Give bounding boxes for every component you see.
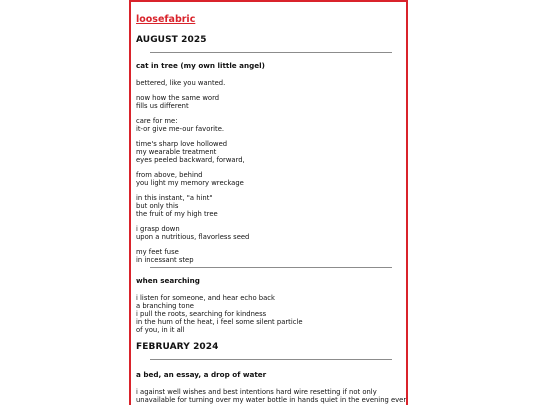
stanza (136, 225, 406, 241)
poem-line: it-or give me-our favorite. (136, 125, 225, 133)
stanza (136, 248, 406, 264)
site-title-link[interactable]: loosefabric (136, 14, 196, 25)
stanza (136, 388, 406, 404)
poem-line: my feet fuse (136, 248, 179, 256)
stanza (136, 171, 406, 187)
stanza (136, 117, 406, 133)
stanza (136, 94, 406, 110)
poem-line: you light my memory wreckage (136, 179, 244, 187)
stanza (136, 79, 406, 87)
poem-line: i grasp down (136, 225, 180, 233)
month-heading: AUGUST 2025 (136, 35, 207, 45)
poem-line: care for me: (136, 117, 178, 125)
post-title[interactable]: when searching (136, 276, 200, 285)
divider (150, 359, 392, 360)
poem-line: eyes peeled backward, forward, (136, 156, 245, 164)
stanza (136, 140, 406, 164)
divider (150, 52, 392, 53)
poem-line: in incessant step (136, 256, 194, 264)
month-heading: FEBRUARY 2024 (136, 342, 219, 352)
poem-line: time's sharp love hollowed (136, 140, 228, 148)
poem-line: in this instant, "a hint" (136, 194, 213, 202)
poem-line: my wearable treatment (136, 148, 217, 156)
poem-line: i against well wishes and best intentions hard wire resetting if not only (136, 388, 377, 396)
poem-line: i pull the roots, searching for kindness (136, 310, 267, 318)
poem-line: in the hum of the heat, i feel some silent particle (136, 318, 303, 326)
poem-line: i listen for someone, and hear echo back (136, 294, 275, 302)
page-content (136, 14, 406, 405)
poem-line: upon a nutritious, flavorless seed (136, 233, 250, 241)
poem-line: unavailable for turning over my water bottle in hands quiet in the evening ever (136, 396, 407, 404)
poem-line: fills us different (136, 102, 189, 110)
poem-line: but only this (136, 202, 179, 210)
divider (150, 267, 392, 268)
poem-line: bettered, like you wanted. (136, 79, 226, 87)
stanza (136, 294, 406, 334)
poem-line: of you, in it all (136, 326, 185, 334)
poem-line: from above, behind (136, 171, 203, 179)
page-frame (129, 0, 408, 405)
stanza (136, 194, 406, 218)
poem-line: the fruit of my high tree (136, 210, 218, 218)
poem-line: now how the same word (136, 94, 220, 102)
post-title[interactable]: a bed, an essay, a drop of water (136, 370, 267, 379)
poem-line: a branching tone (136, 302, 194, 310)
post-title[interactable]: cat in tree (my own little angel) (136, 61, 265, 70)
